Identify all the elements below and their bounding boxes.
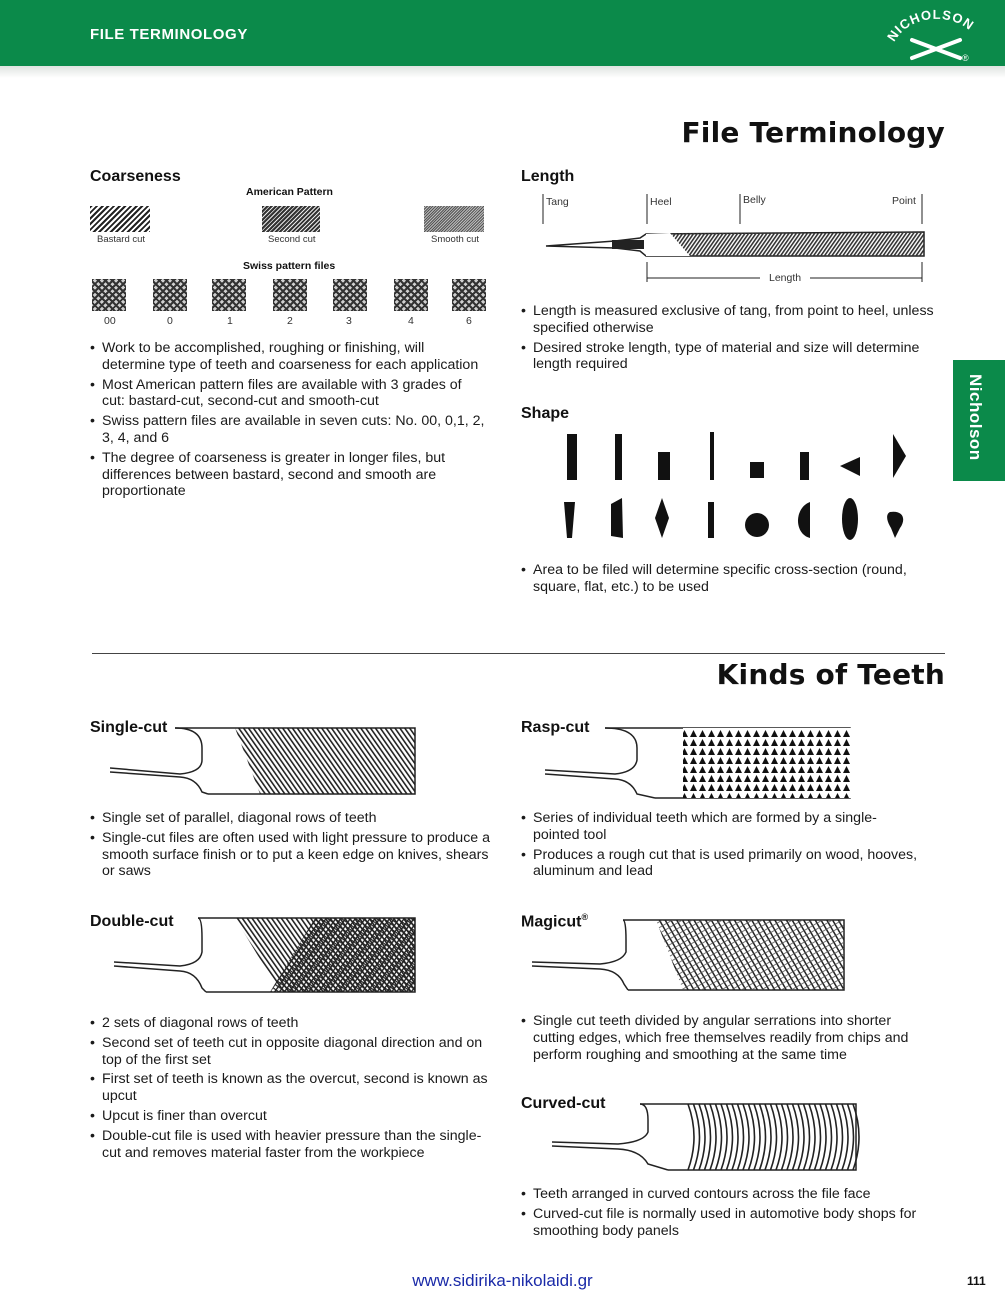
- swiss-cut-0-swatch: [153, 279, 187, 311]
- rasp-cut-illustration: [545, 720, 855, 804]
- swiss-cut-6-swatch: [452, 279, 486, 311]
- file-terminology-title: File Terminology: [681, 116, 945, 149]
- header-title: FILE TERMINOLOGY: [90, 26, 248, 43]
- list-item: • Double-cut file is used with heavier pressure than the single-cut and removes material faster from the workpiece: [90, 1128, 500, 1162]
- american-pattern-label: American Pattern: [246, 186, 333, 198]
- heel-label: Heel: [650, 196, 672, 208]
- single-cut-bullets: [90, 810, 490, 883]
- section-divider: [92, 653, 945, 654]
- side-tab-label: Nicholson: [966, 374, 985, 461]
- smooth-cut-label: Smooth cut: [431, 234, 480, 245]
- list-item: • Single-cut files are often used with light pressure to produce a smooth surface finish or to put a keen edge on knives, shears or saws: [90, 830, 490, 880]
- file-cross-sections: [550, 428, 920, 548]
- curved-cut-illustration: [548, 1098, 863, 1178]
- rasp-cut-heading: Rasp-cut: [521, 719, 590, 736]
- file-length-diagram: [540, 190, 940, 290]
- swiss-pattern-label: Swiss pattern files: [243, 260, 336, 272]
- kinds-of-teeth-title: Kinds of Teeth: [716, 658, 945, 691]
- point-label: Point: [892, 195, 916, 207]
- double-cut-heading: Double-cut: [90, 913, 174, 930]
- list-item: • Desired stroke length, type of material and size will determine length required: [521, 340, 936, 374]
- tang-label: Tang: [546, 196, 569, 208]
- header-shadow: [0, 66, 1005, 78]
- list-item: • Teeth arranged in curved contours across the file face: [521, 1186, 921, 1203]
- swiss-cut-2-swatch: [273, 279, 307, 311]
- length-heading: Length: [521, 168, 575, 185]
- swiss-cut-label: 6: [466, 315, 472, 327]
- list-item: • Curved-cut file is normally used in automotive body shops for smoothing body panels: [521, 1206, 921, 1240]
- list-item: • Swiss pattern files are available in seven cuts: No. 00, 0,1, 2, 3, 4, and 6: [90, 413, 485, 447]
- shape-bullets: [521, 562, 921, 599]
- list-item: • Most American pattern files are available with 3 grades of cut: bastard-cut, second-cut and smooth-cut: [90, 377, 485, 411]
- curved-cut-heading: Curved-cut: [521, 1095, 606, 1112]
- belly-label: Belly: [743, 194, 766, 206]
- list-item: • 2 sets of diagonal rows of teeth: [90, 1015, 500, 1032]
- list-item: • Series of individual teeth which are formed by a single-pointed tool: [521, 810, 921, 844]
- magicut-illustration: [528, 914, 848, 994]
- magicut-heading-text: Magicut: [521, 913, 582, 931]
- swiss-cut-4-swatch: [394, 279, 428, 311]
- second-cut-swatch: [262, 206, 320, 232]
- second-cut-label: Second cut: [268, 234, 316, 245]
- length-dimension-label: Length: [769, 272, 802, 284]
- swiss-cut-label: 00: [104, 315, 116, 327]
- svg-text:NICHOLSON: NICHOLSON: [884, 6, 978, 44]
- swiss-cut-00-swatch: [92, 279, 126, 311]
- svg-text:®: ®: [962, 53, 969, 63]
- list-item: • Single set of parallel, diagonal rows of teeth: [90, 810, 490, 827]
- side-tab[interactable]: [953, 360, 1005, 481]
- single-cut-heading: Single-cut: [90, 719, 168, 736]
- list-item: • Second set of teeth cut in opposite diagonal direction and on top of the first set: [90, 1035, 500, 1069]
- list-item: • First set of teeth is known as the overcut, second is known as upcut: [90, 1071, 500, 1105]
- list-item: • Produces a rough cut that is used primarily on wood, hooves, aluminum and lead: [521, 847, 921, 881]
- swiss-cut-label: 3: [346, 315, 352, 327]
- coarseness-heading: Coarseness: [90, 168, 181, 185]
- nicholson-logo: [880, 6, 990, 64]
- double-cut-bullets: [90, 1015, 500, 1164]
- swiss-cut-3-swatch: [333, 279, 367, 311]
- list-item: • Length is measured exclusive of tang, from point to heel, unless specified otherwise: [521, 303, 936, 337]
- shape-heading: Shape: [521, 405, 570, 422]
- swiss-cut-label: 0: [167, 315, 173, 327]
- swiss-cut-1-swatch: [212, 279, 246, 311]
- list-item: • The degree of coarseness is greater in longer files, but differences between bastard, second and smooth are proportionate: [90, 450, 485, 500]
- bastard-cut-label: Bastard cut: [97, 234, 146, 245]
- swiss-cut-label: 1: [227, 315, 233, 327]
- registered-mark: ®: [581, 912, 589, 922]
- list-item: • Work to be accomplished, roughing or finishing, will determine type of teeth and coarseness for each application: [90, 340, 485, 374]
- list-item: • Area to be filed will determine specific cross-section (round, square, flat, etc.) to be used: [521, 562, 921, 596]
- smooth-cut-swatch: [424, 206, 484, 232]
- curved-cut-bullets: [521, 1186, 921, 1242]
- magicut-bullets: [521, 1013, 931, 1066]
- length-bullets: [521, 303, 936, 376]
- list-item: • Upcut is finer than overcut: [90, 1108, 500, 1125]
- coarseness-bullets: [90, 340, 485, 503]
- double-cut-illustration: [110, 912, 420, 998]
- rasp-cut-bullets: [521, 810, 921, 883]
- list-item: • Single cut teeth divided by angular serrations into shorter cutting edges, which free themselves readily from chips and perform roughing and smoothing at the same time: [521, 1013, 931, 1063]
- page-number: 111: [967, 1274, 986, 1288]
- swiss-cut-label: 2: [287, 315, 293, 327]
- swiss-cut-label: 4: [408, 315, 414, 327]
- footer-url-link[interactable]: www.sidirika-nikolaidi.gr: [412, 1271, 593, 1290]
- bastard-cut-swatch: [90, 206, 150, 232]
- single-cut-illustration: [110, 720, 420, 802]
